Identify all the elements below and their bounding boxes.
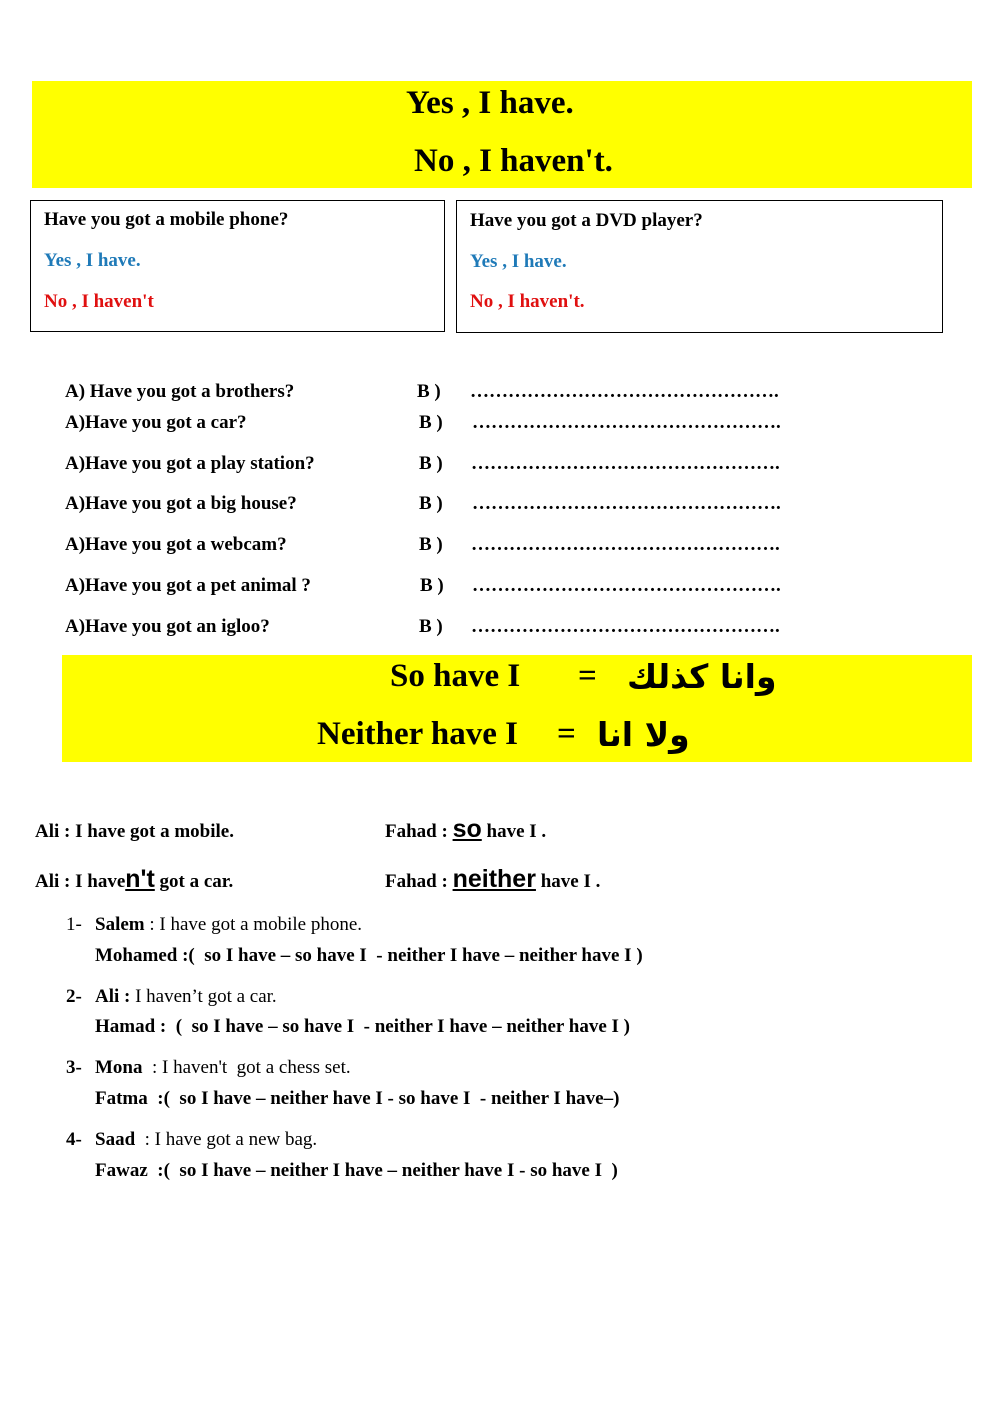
example1-fahad: [385, 815, 546, 844]
exercise-responder: Mohamed :(: [95, 945, 195, 966]
exercise-response[interactable]: [95, 1160, 618, 1182]
exercise-statement-text: : I have got a new bag.: [135, 1129, 318, 1150]
example2-ali-pre: Ali : I have: [35, 871, 126, 892]
exercise-statement: [66, 1129, 317, 1151]
banner-equals-1: =: [578, 658, 597, 694]
exercise-statement: [66, 1057, 351, 1079]
exercise-responder: Hamad :: [95, 1016, 167, 1037]
question-b-label: B ): [419, 412, 443, 433]
question-b-label: B ): [417, 381, 441, 402]
question-a: A)Have you got a pet animal ?: [65, 575, 311, 596]
banner-arabic-so: وانا كذلك: [627, 657, 777, 696]
example1-ali: Ali : I have got a mobile.: [35, 821, 234, 842]
exercise-number: 4-: [66, 1129, 82, 1150]
answer-blank[interactable]: ………………………………………….: [472, 412, 781, 433]
exercise-responder: Fatma: [95, 1088, 148, 1109]
exercise-options[interactable]: :( so I have – neither have I - so have I - neither I have–): [147, 1088, 620, 1109]
question-a: A)Have you got an igloo?: [65, 616, 270, 637]
exercise-number: 1-: [66, 914, 82, 935]
answer-blank[interactable]: ………………………………………….: [471, 616, 780, 637]
example2-ali-post: got a car.: [159, 871, 234, 892]
example-box-left: [30, 200, 445, 332]
answer-blank[interactable]: ………………………………………….: [471, 453, 780, 474]
question-a: A)Have you got a webcam?: [65, 534, 287, 555]
answer-blank[interactable]: ………………………………………….: [471, 534, 780, 555]
example2-ali: [35, 865, 233, 894]
example2-fahad-post: have I .: [540, 871, 601, 892]
exercise-response[interactable]: [95, 945, 643, 967]
box-left-no: No , I haven't: [44, 291, 154, 312]
exercise-statement-text: I haven’t got a car.: [130, 986, 277, 1007]
exercise-response[interactable]: [95, 1088, 619, 1110]
banner-neither-have-i: Neither have I: [317, 716, 519, 752]
question-b-label: B ): [419, 534, 443, 555]
question-b-label: B ): [420, 575, 444, 596]
question-b-label: B ): [419, 616, 443, 637]
example1-fahad-key: so: [452, 815, 482, 843]
exercise-number: 3-: [66, 1057, 82, 1078]
exercise-statement-text: : I have got a mobile phone.: [144, 914, 362, 935]
question-b-label: B ): [419, 493, 443, 514]
box-right-question: Have you got a DVD player?: [470, 210, 703, 231]
example2-fahad-pre: Fahad :: [385, 871, 448, 892]
exercise-response[interactable]: [95, 1016, 630, 1038]
example2-fahad-key: neither: [452, 865, 536, 893]
question-a: A)Have you got a play station?: [65, 453, 315, 474]
exercise-speaker: Saad: [95, 1129, 136, 1150]
answer-blank[interactable]: ………………………………………….: [472, 493, 781, 514]
exercise-speaker: Ali :: [95, 986, 131, 1007]
answer-blank[interactable]: ………………………………………….: [472, 575, 781, 596]
banner-so-neither: [62, 655, 972, 762]
exercise-speaker: Mona: [95, 1057, 143, 1078]
example1-fahad-pre: Fahad :: [385, 821, 448, 842]
exercise-options[interactable]: so I have – so have I - neither I have – neither have I ): [194, 945, 643, 966]
question-b-label: B ): [419, 453, 443, 474]
exercise-statement: [66, 986, 277, 1008]
question-a: A)Have you got a car?: [65, 412, 247, 433]
exercise-options[interactable]: :( so I have – neither I have – neither have I - so have I ): [147, 1160, 618, 1181]
box-right-no: No , I haven't.: [470, 291, 585, 312]
answer-blank[interactable]: ………………………………………….: [470, 381, 779, 402]
exercise-statement-text: : I haven't got a chess set.: [142, 1057, 351, 1078]
exercise-statement: [66, 914, 362, 936]
box-left-question: Have you got a mobile phone?: [44, 209, 289, 230]
example2-fahad: [385, 865, 600, 894]
exercise-responder: Fawaz: [95, 1160, 148, 1181]
banner-arabic-neither: ولا انا: [597, 715, 690, 754]
exercise-number: 2-: [66, 986, 82, 1007]
question-a: A)Have you got a big house?: [65, 493, 297, 514]
exercise-options[interactable]: ( so I have – so have I - neither I have – neither have I ): [166, 1016, 630, 1037]
example1-fahad-post: have I .: [486, 821, 547, 842]
example2-ali-key: n't: [125, 865, 155, 893]
banner-equals-2: =: [557, 716, 576, 752]
banner-line-yes: Yes , I have.: [406, 85, 574, 121]
box-left-yes: Yes , I have.: [44, 250, 141, 271]
exercise-speaker: Salem: [95, 914, 145, 935]
question-a: A) Have you got a brothers?: [65, 381, 295, 402]
banner-line-no: No , I haven't.: [414, 143, 613, 179]
box-right-yes: Yes , I have.: [470, 251, 567, 272]
banner-so-have-i: So have I: [390, 658, 521, 694]
example-box-right: [456, 200, 943, 333]
banner-yes-no: [32, 81, 972, 188]
